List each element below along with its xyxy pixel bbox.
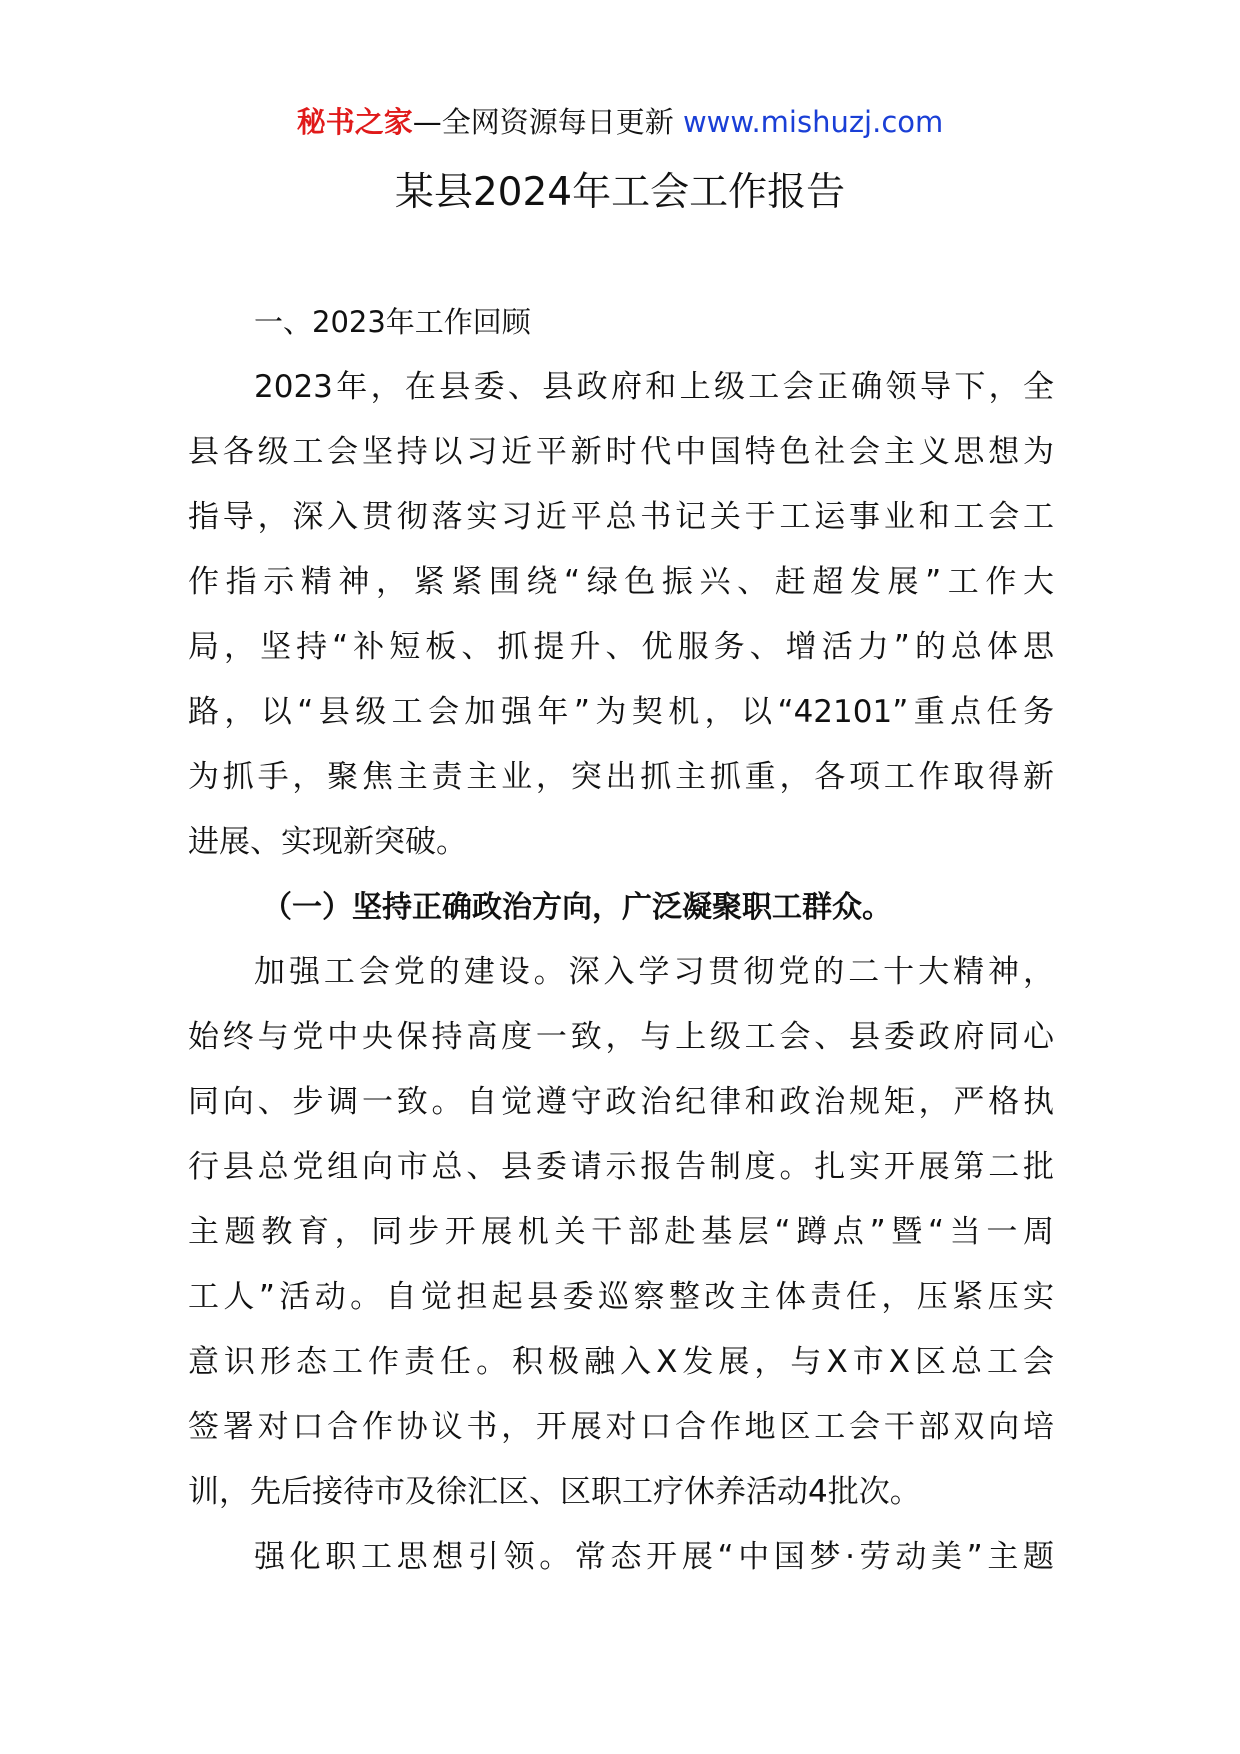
site-slogan: —全网资源每日更新 — [412, 105, 683, 139]
paragraph-line: 同向、步调一致。自觉遵守政治纪律和政治规矩，严格执 — [188, 1084, 1054, 1120]
paragraph-line: 2023年，在县委、县政府和上级工会正确领导下，全 — [254, 369, 1054, 405]
document-body — [188, 290, 1054, 1590]
paragraph-line: 意识形态工作责任。积极融入X发展，与X市X区总工会 — [188, 1344, 1054, 1380]
paragraph-line: 始终与党中央保持高度一致，与上级工会、县委政府同心 — [188, 1019, 1054, 1055]
paragraph-line: 签署对口合作协议书，开展对口合作地区工会干部双向培 — [188, 1409, 1054, 1445]
site-url-link[interactable]: www.mishuzj.com — [682, 105, 944, 139]
paragraph-line: 强化职工思想引领。常态开展“中国梦·劳动美”主题 — [254, 1539, 1054, 1575]
paragraph-line: 加强工会党的建设。深入学习贯彻党的二十大精神， — [254, 954, 1054, 990]
paragraph-line: 工人”活动。自觉担起县委巡察整改主体责任，压紧压实 — [188, 1279, 1054, 1315]
site-brand: 秘书之家 — [296, 105, 413, 139]
paragraph-line: 进展、实现新突破。 — [188, 824, 467, 860]
paragraph-line: 作指示精神，紧紧围绕“绿色振兴、赶超发展”工作大 — [188, 564, 1054, 600]
paragraph-line: 局，坚持“补短板、抓提升、优服务、增活力”的总体思 — [188, 629, 1054, 665]
document-title: 某县2024年工会工作报告 — [394, 170, 846, 215]
site-header — [0, 100, 1240, 144]
paragraph-line: 为抓手，聚焦主责主业，突出抓主抓重，各项工作取得新 — [188, 759, 1054, 795]
section-heading-review: 一、2023年工作回顾 — [254, 305, 531, 339]
paragraph-line: 县各级工会坚持以习近平新时代中国特色社会主义思想为 — [188, 434, 1054, 470]
paragraph-line: 行县总党组向市总、县委请示报告制度。扎实开展第二批 — [188, 1149, 1054, 1185]
paragraph-line: 指导，深入贯彻落实习近平总书记关于工运事业和工会工 — [188, 499, 1054, 535]
subheading-political-direction: （一）坚持正确政治方向，广泛凝聚职工群众。 — [262, 890, 892, 925]
paragraph-line: 训，先后接待市及徐汇区、区职工疗休养活动4批次。 — [188, 1474, 921, 1510]
paragraph-line: 主题教育，同步开展机关干部赴基层“蹲点”暨“当一周 — [188, 1214, 1054, 1250]
paragraph-line: 路，以“县级工会加强年”为契机，以“42101”重点任务 — [188, 694, 1054, 730]
